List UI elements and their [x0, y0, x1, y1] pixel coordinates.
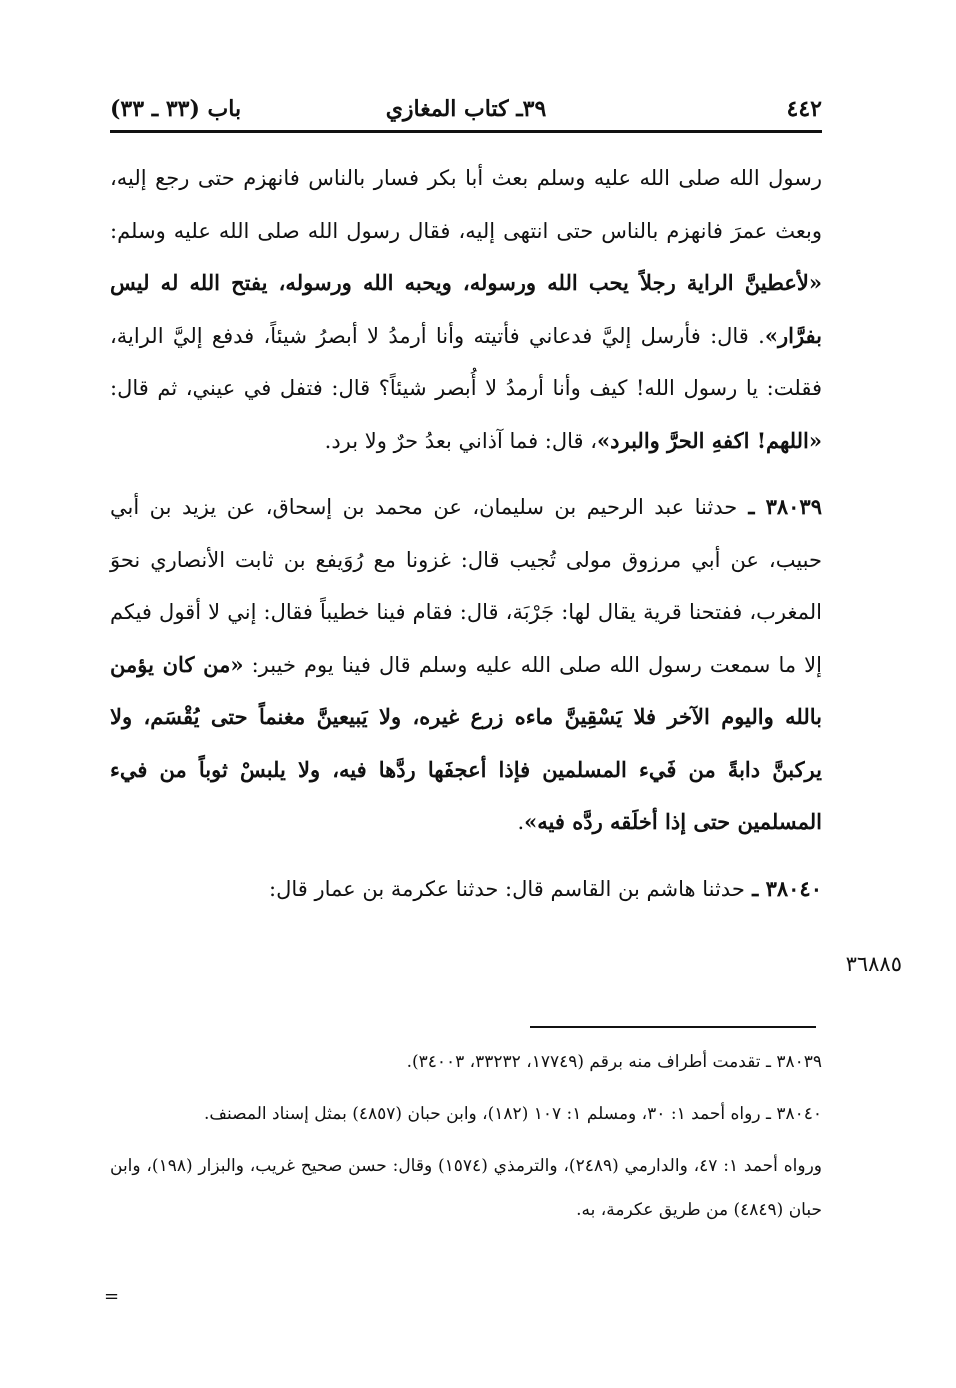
footnote-separator	[530, 1026, 816, 1028]
text-segment: ، قال: فما آذاني بعدُ حرٌ ولا برد.	[324, 428, 598, 453]
text-segment: رسول الله صلى الله عليه وسلم بعث أبا بكر فسار بالناس فانهزم حتى رجع إليه، وبعث عمرَ فانهزم بالناس حتى انتهى إليه، فقال رسول الله صلى الله عليه وسلم:	[110, 166, 822, 243]
footnote: ورواه أحمد ١: ٤٧، والدارمي (٢٤٨٩)، والترمذي (١٥٧٤) وقال: حسن صحيح غريب، والبزار (١٩٨)، وابن حبان (٤٨٤٩) من طريق عكرمة، به.	[110, 1156, 822, 1220]
paragraph	[110, 152, 822, 467]
text-segment: .	[517, 810, 525, 834]
hadith-quote: «اللهم! اكفهِ الحرَّ والبرد»	[597, 427, 822, 453]
footnotes	[110, 1040, 822, 1240]
continuation-mark: =	[104, 1286, 120, 1307]
hadith-number: ٣٨٠٣٩ ـ	[737, 494, 822, 519]
text-segment: . قال: فأرسل إليَّ فدعاني فأتيته وأنا أرمدُ لا أبصرُ شيئاً، فدفع إليَّ الراية، فقلت: يا رسول الله! كيف وأنا أرمدُ لا أُبصر شيئاً؟ قال: فتفل في عيني، ثم قال:	[110, 323, 822, 400]
text-segment: حدثنا هاشم بن القاسم قال: حدثنا عكرمة بن عمار قال:	[269, 876, 745, 901]
footnote: ٣٨٠٤٠ ـ رواه أحمد ١: ٣٠، ومسلم ١: ١٠٧ (١٨٢)، وابن حبان (٤٨٥٧) بمثل إسناد المصنف.	[204, 1104, 822, 1124]
hadith-number: ٣٨٠٤٠ ـ	[744, 875, 822, 901]
hadith-quote: «من كان يؤمن بالله واليوم الآخر فلا يَسْقِينَّ ماءه زرع غيره، ولا يَبيعينَّ مغنماً حتى يُقْسَم، ولا يركبنَّ دابةً من فَيء المسلمين فإذا أعجفَها ردَّها فيه، ولا يلبسْ ثوباً من فيء المسلمين حتى إذا أخلَقه ردَّه فيه»	[110, 651, 822, 834]
paragraph	[110, 863, 822, 916]
text-segment: حدثنا عبد الرحيم بن سليمان، عن محمد بن إسحاق، عن يزيد بن أبي حبيب، عن أبي مرزوق مولى تُجيب قال: غزونا مع رُوَيفع بن ثابت الأنصاري نحوَ المغرب، ففتحنا قرية يقال لها: جَرْبَة، قال: فقام فينا خطيباً فقال: إني لا أقول فيكم إلا ما سمعت رسول الله صلى الله عليه وسلم قال فينا يوم خيبر:	[110, 495, 822, 677]
running-header	[110, 86, 822, 133]
page-number: ٤٤٢	[786, 96, 822, 122]
book-title: ٣٩ـ كتاب المغازي	[385, 96, 547, 122]
main-text	[110, 152, 822, 929]
footnote: ٣٨٠٣٩ ـ تقدمت أطراف منه برقم (١٧٧٤٩، ٣٣٢٣٢، ٣٤٠٠٣).	[406, 1052, 822, 1072]
paragraph	[110, 481, 822, 849]
chapter-label: باب (٣٣ ـ ٣٣)	[110, 96, 242, 122]
margin-reference-number: ٣٦٨٨٥	[845, 952, 902, 976]
hadith-quote: «لأعطينَّ الراية رجلاً يحب الله ورسوله، ويحبه الله ورسوله، يفتح الله له ليس بفرَّار»	[110, 270, 822, 348]
